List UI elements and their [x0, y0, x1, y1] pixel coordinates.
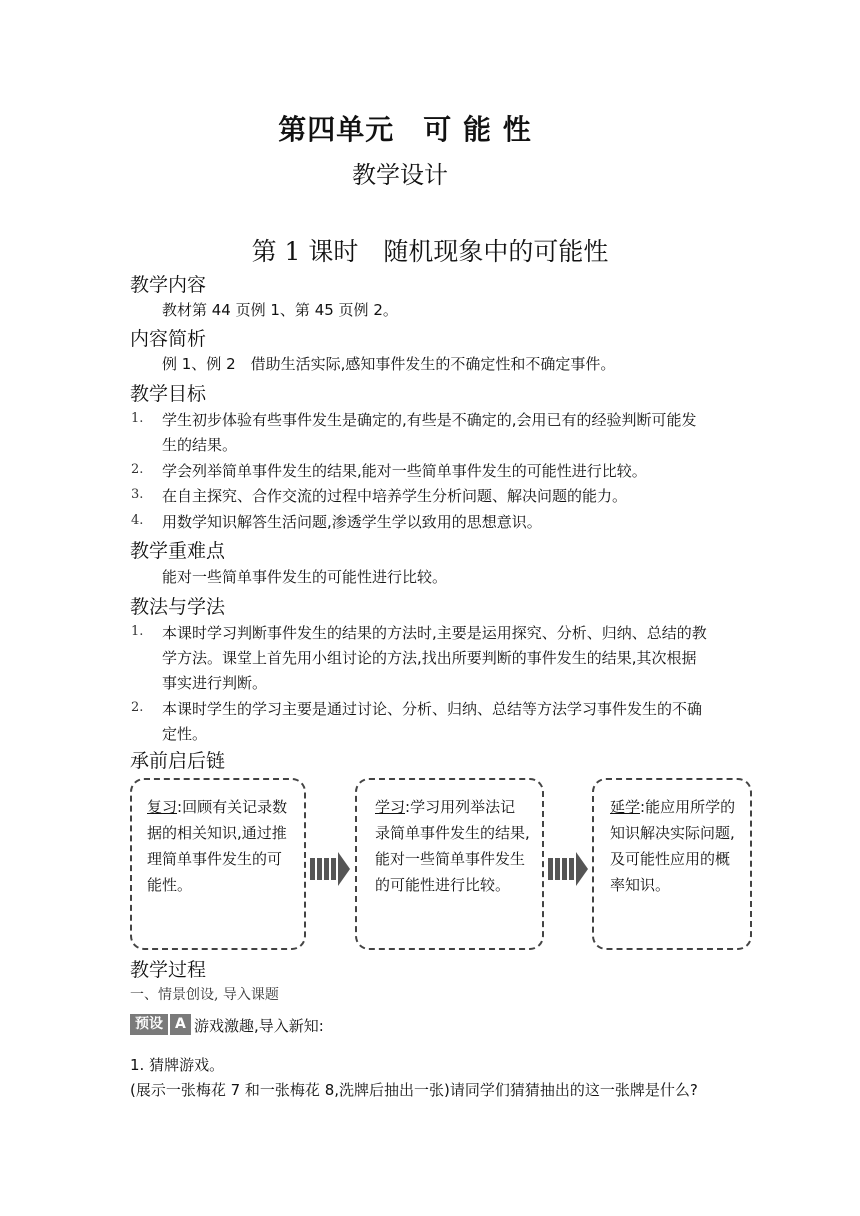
key-points-text: 能对一些简单事件发生的可能性进行比较。 [162, 568, 448, 586]
game-title: 1. 猜牌游戏。 [130, 1056, 225, 1074]
method-line: 学方法。课堂上首先用小组讨论的方法,找出所要判断的事件发生的结果,其次根据 [162, 649, 697, 667]
preset-badge [130, 1013, 191, 1034]
learn-text [375, 794, 530, 898]
goal-number: 4. [131, 513, 144, 528]
learn-body: :学习用列举法记录简单事件发生的结果,能对一些简单事件发生的可能性进行比较。 [375, 798, 530, 894]
process-step-1: 一、情景创设, 导入课题 [130, 987, 279, 1003]
method-number: 2. [131, 700, 144, 715]
section-heading-goals: 教学目标 [130, 383, 207, 405]
document-subtitle: 教学设计 [352, 161, 448, 189]
extend-key: 延学 [610, 798, 641, 816]
goal-number: 3. [131, 487, 144, 502]
section-heading-analysis: 内容简析 [130, 328, 207, 350]
goal-line: 学生初步体验有些事件发生是确定的,有些是不确定的,会用已有的经验判断可能发 [162, 411, 697, 429]
goal-number: 2. [131, 462, 144, 477]
preset-text: 游戏激趣,导入新知: [194, 1017, 324, 1035]
review-text [147, 794, 292, 898]
section-heading-key-points: 教学重难点 [130, 540, 226, 562]
section-heading-content: 教学内容 [130, 274, 207, 296]
content-text: 教材第 44 页例 1、第 45 页例 2。 [162, 301, 398, 319]
method-line: 事实进行判断。 [162, 674, 268, 692]
goal-line: 学会列举简单事件发生的结果,能对一些简单事件发生的可能性进行比较。 [162, 462, 647, 480]
lesson-title: 第 1 课时 随机现象中的可能性 [251, 237, 609, 266]
section-heading-process: 教学过程 [130, 959, 207, 981]
review-box [130, 778, 306, 950]
method-line: 定性。 [162, 725, 208, 743]
review-body: :回顾有关记录数据的相关知识,通过推理简单事件发生的可能性。 [147, 798, 288, 894]
extend-text [610, 794, 738, 898]
learn-key: 学习 [375, 798, 406, 816]
method-line: 本课时学习判断事件发生的结果的方法时,主要是运用探究、分析、归纳、总结的教 [162, 624, 707, 642]
game-description: (展示一张梅花 7 和一张梅花 8,洗牌后抽出一张)请同学们猜猜抽出的这一张牌是什么? [130, 1081, 698, 1099]
goal-line: 生的结果。 [162, 436, 238, 454]
extend-box [592, 778, 752, 950]
extend-body: :能应用所学的知识解决实际问题,及可能性应用的概率知识。 [610, 798, 736, 894]
goal-line: 用数学知识解答生活问题,渗透学生学以致用的思想意识。 [162, 513, 542, 531]
preset-badge-label: 预设 [130, 1014, 168, 1035]
arrow-right-icon [310, 852, 350, 886]
method-number: 1. [131, 624, 144, 639]
goal-line: 在自主探究、合作交流的过程中培养学生分析问题、解决问题的能力。 [162, 487, 628, 505]
review-key: 复习 [147, 798, 178, 816]
goal-number: 1. [131, 411, 144, 426]
arrow-right-icon [548, 852, 588, 886]
unit-title: 第四单元 可 能 性 [278, 113, 532, 146]
preset-badge-letter: A [170, 1014, 191, 1035]
section-heading-methods: 教法与学法 [130, 596, 226, 618]
method-line: 本课时学生的学习主要是通过讨论、分析、归纳、总结等方法学习事件发生的不确 [162, 700, 703, 718]
learn-box [355, 778, 544, 950]
analysis-text: 例 1、例 2 借助生活实际,感知事件发生的不确定性和不确定事件。 [162, 355, 616, 373]
section-heading-links: 承前启后链 [130, 750, 226, 772]
